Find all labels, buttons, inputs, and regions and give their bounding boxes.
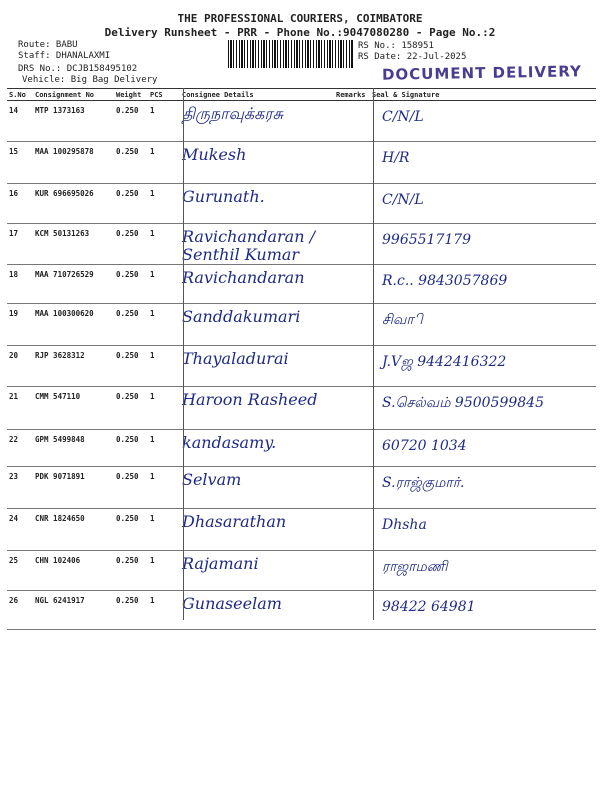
weight: 0.250	[114, 142, 148, 184]
col-remarks: Remarks	[334, 89, 370, 101]
weight: 0.250	[114, 184, 148, 224]
signature: 9965517179	[370, 224, 596, 265]
consignment-number: MAA 100300620	[33, 304, 114, 346]
serial-number: 17	[7, 224, 33, 265]
table-row	[7, 101, 596, 142]
signature: C/N/L	[370, 101, 596, 142]
consignee-name: Dhasarathan	[180, 509, 334, 551]
consignee-name: Selvam	[180, 467, 334, 509]
serial-number: 25	[7, 551, 33, 591]
pieces: 1	[148, 467, 180, 509]
table-row	[7, 467, 596, 509]
remarks	[334, 387, 370, 430]
serial-number: 23	[7, 467, 33, 509]
weight: 0.250	[114, 430, 148, 467]
consignee-name: Ravichandaran	[180, 265, 334, 304]
serial-number: 22	[7, 430, 33, 467]
serial-number: 14	[7, 101, 33, 142]
remarks	[334, 591, 370, 630]
signature: R.c.. 9843057869	[370, 265, 596, 304]
consignee-name: Sanddakumari	[180, 304, 334, 346]
signature-column-divider	[373, 88, 374, 620]
serial-number: 20	[7, 346, 33, 387]
consignment-number: PDK 9071891	[33, 467, 114, 509]
serial-number: 16	[7, 184, 33, 224]
weight: 0.250	[114, 224, 148, 265]
col-sno: S.No	[7, 89, 33, 101]
weight: 0.250	[114, 304, 148, 346]
remarks	[334, 304, 370, 346]
drs-number: DRS No.: DCJB158495102	[18, 64, 138, 74]
remarks	[334, 467, 370, 509]
consignment-number: NGL 6241917	[33, 591, 114, 630]
weight: 0.250	[114, 387, 148, 430]
signature: 98422 64981	[370, 591, 596, 630]
table-row	[7, 346, 596, 387]
remarks	[334, 430, 370, 467]
pieces: 1	[148, 224, 180, 265]
col-pcs: PCS	[148, 89, 180, 101]
consignment-number: GPM 5499848	[33, 430, 114, 467]
weight: 0.250	[114, 551, 148, 591]
rs-number: RS No.: 158951	[358, 41, 434, 51]
table-row	[7, 430, 596, 467]
table-row	[7, 551, 596, 591]
consignment-number: CNR 1824650	[33, 509, 114, 551]
pieces: 1	[148, 101, 180, 142]
vehicle-label: Vehicle: Big Bag Delivery	[22, 75, 158, 85]
serial-number: 21	[7, 387, 33, 430]
consignment-number: CMM 547110	[33, 387, 114, 430]
table-row	[7, 509, 596, 551]
weight: 0.250	[114, 467, 148, 509]
serial-number: 19	[7, 304, 33, 346]
pieces: 1	[148, 346, 180, 387]
table-header-row	[7, 89, 596, 101]
weight: 0.250	[114, 509, 148, 551]
pieces: 1	[148, 304, 180, 346]
col-seal-signature: Seal & Signature	[370, 89, 596, 101]
page-title: THE PROFESSIONAL COURIERS, COIMBATORE	[177, 12, 423, 25]
consignee-name: Ravichandaran / Senthil Kumar	[180, 224, 334, 265]
signature: 60720 1034	[370, 430, 596, 467]
weight: 0.250	[114, 591, 148, 630]
pieces: 1	[148, 184, 180, 224]
col-consignee-details: Consignee Details	[180, 89, 334, 101]
remarks	[334, 142, 370, 184]
consignee-name: Rajamani	[180, 551, 334, 591]
document-delivery-stamp: DOCUMENT DELIVERY	[381, 62, 583, 84]
consignment-number: RJP 3628312	[33, 346, 114, 387]
pieces: 1	[148, 265, 180, 304]
consignee-name: திருநாவுக்கரசு	[180, 101, 334, 142]
table-row	[7, 591, 596, 630]
consignment-number: KCM 50131263	[33, 224, 114, 265]
signature: Dhsha	[370, 509, 596, 551]
weight: 0.250	[114, 265, 148, 304]
signature: S.செல்வம் 9500599845	[370, 387, 596, 430]
consignee-name: Gurunath.	[180, 184, 334, 224]
staff-label: Staff: DHANALAXMI	[18, 51, 111, 61]
table-row	[7, 265, 596, 304]
consignment-number: KUR 696695026	[33, 184, 114, 224]
consignment-number: CHN 102406	[33, 551, 114, 591]
consignee-name: kandasamy.	[180, 430, 334, 467]
consignment-number: MAA 100295878	[33, 142, 114, 184]
pieces: 1	[148, 509, 180, 551]
consignee-name: Haroon Rasheed	[180, 387, 334, 430]
pieces: 1	[148, 142, 180, 184]
signature: H/R	[370, 142, 596, 184]
table-row	[7, 184, 596, 224]
signature: C/N/L	[370, 184, 596, 224]
weight: 0.250	[114, 101, 148, 142]
col-consignment-no: Consignment No	[33, 89, 114, 101]
route-label: Route: BABU	[18, 40, 78, 50]
consignee-column-divider	[183, 88, 184, 620]
col-weight: Weight	[114, 89, 148, 101]
pieces: 1	[148, 430, 180, 467]
table-row	[7, 304, 596, 346]
table-row	[7, 387, 596, 430]
signature: ராஜாமணி	[370, 551, 596, 591]
remarks	[334, 184, 370, 224]
consignment-number: MTP 1373163	[33, 101, 114, 142]
serial-number: 15	[7, 142, 33, 184]
consignee-name: Mukesh	[180, 142, 334, 184]
serial-number: 18	[7, 265, 33, 304]
serial-number: 24	[7, 509, 33, 551]
pieces: 1	[148, 387, 180, 430]
consignment-number: MAA 710726529	[33, 265, 114, 304]
table-row	[7, 224, 596, 265]
serial-number: 26	[7, 591, 33, 630]
barcode	[228, 40, 353, 68]
remarks	[334, 551, 370, 591]
page-subtitle: Delivery Runsheet - PRR - Phone No.:9047080280 - Page No.:2	[104, 26, 496, 39]
remarks	[334, 509, 370, 551]
pieces: 1	[148, 551, 180, 591]
weight: 0.250	[114, 346, 148, 387]
signature: S.ராஜ்குமார்.	[370, 467, 596, 509]
runsheet-table	[7, 88, 596, 630]
signature: சிவாி	[370, 304, 596, 346]
consignee-name: Thayaladurai	[180, 346, 334, 387]
pieces: 1	[148, 591, 180, 630]
remarks	[334, 265, 370, 304]
signature: J.Vஜ 9442416322	[370, 346, 596, 387]
table-row	[7, 142, 596, 184]
remarks	[334, 101, 370, 142]
consignee-name: Gunaseelam	[180, 591, 334, 630]
remarks	[334, 346, 370, 387]
rs-date: RS Date: 22-Jul-2025	[358, 52, 467, 62]
remarks	[334, 224, 370, 265]
